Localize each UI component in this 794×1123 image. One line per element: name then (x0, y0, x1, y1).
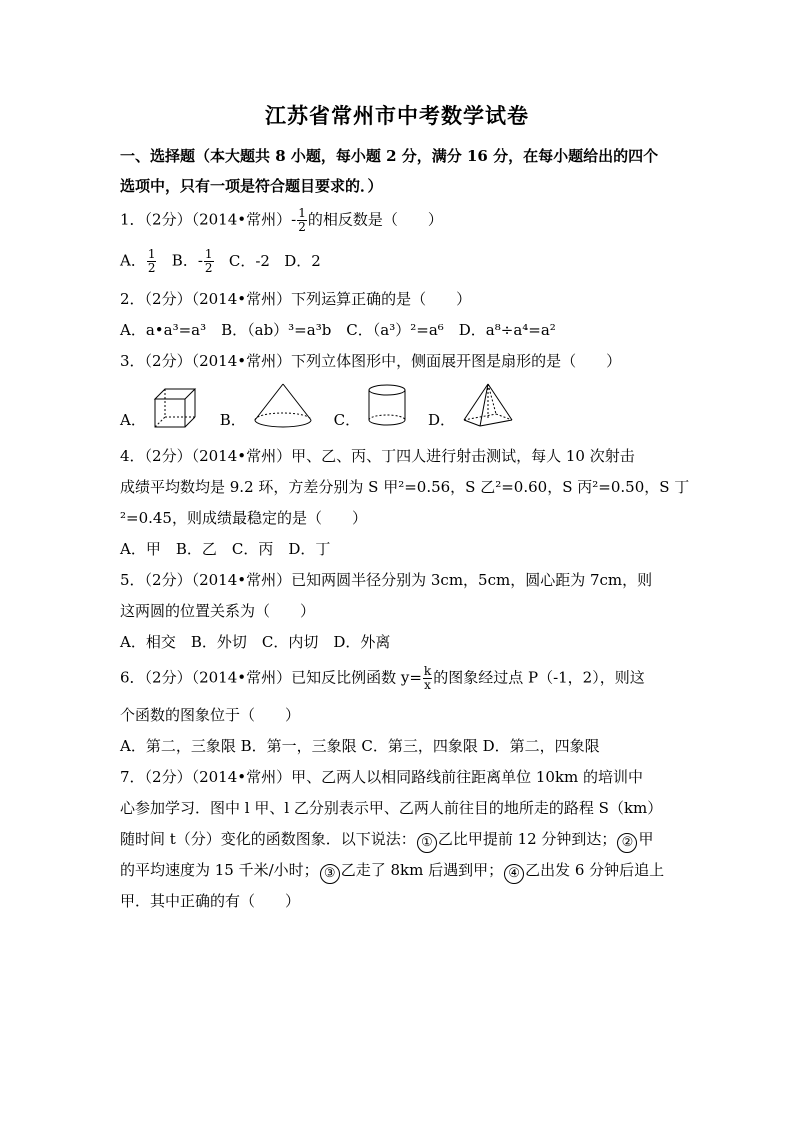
question-7-line4: 的平均速度为 15 千米/小时； ③ 乙走了 8km 后遇到甲； ④ 乙出发 6 分钟后追上 (120, 860, 664, 884)
question-2-stem: 2．（2分）（2014•常州）下列运算正确的是（ ） (120, 290, 472, 308)
circled-1: ① (417, 833, 437, 853)
option-a: A． $\frac{1}{2}$ (120, 247, 156, 275)
option-d: D．2 (284, 251, 321, 270)
cube-icon (151, 386, 201, 430)
question-5-line1: 5．（2分）（2014•常州）已知两圆半径分别为 3cm，5cm，圆心距为 7cm，则 (120, 571, 653, 589)
fraction-k-over-x: $\frac{k}{x}$ (423, 664, 432, 692)
question-5-line2: 这两圆的位置关系为（ ） (120, 602, 316, 620)
pyramid-icon (460, 382, 516, 430)
question-6-line2: 个函数的图象位于（ ） (120, 706, 301, 724)
question-5-options: A．相交 B．外切 C．内切 D．外离 (120, 633, 391, 651)
fraction-one-half: $\frac{1}{2}$ (298, 206, 306, 234)
question-6-line1: 6．（2分）（2014•常州）已知反比例函数 y= $\frac{k}{x}$ 的图象经过点 P（-1，2），则这 (120, 664, 645, 692)
question-3-stem: 3．（2分）（2014•常州）下列立体图形中，侧面展开图是扇形的是（ ） (120, 352, 622, 370)
question-7-line2: 心参加学习．图中 l 甲、l 乙分别表示甲、乙两人前往目的地所走的路程 S（km） (120, 799, 663, 817)
question-2-options: A．a•a³=a³ B．（ab）³=a³b C．（a³）²=a⁶ D．a⁸÷a⁴=a² (120, 321, 556, 339)
circled-4: ④ (504, 864, 524, 884)
question-4-options: A．甲 B．乙 C．丙 D．丁 (120, 540, 331, 558)
question-7-line5: 甲．其中正确的有（ ） (120, 892, 301, 910)
section-heading-line2: 选项中，只有一项是符合题目要求的．） (120, 177, 383, 195)
question-4-line2: 成绩平均数均是 9.2 环，方差分别为 S 甲²=0.56，S 乙²=0.60，S 丙²=0.50，S 丁 (120, 478, 690, 496)
question-1-stem: 1．（2分）（2014•常州）- $\frac{1}{2}$ 的相反数是（ ） (120, 206, 443, 234)
cone-icon (251, 382, 315, 430)
page-title: 江苏省常州市中考数学试卷 (265, 103, 529, 128)
question-4-line3: ²=0.45，则成绩最稳定的是（ ） (120, 509, 367, 527)
option-c: C．-2 (228, 251, 270, 270)
question-6-options: A．第二，三象限 B．第一，三象限 C．第三，四象限 D．第二，四象限 (120, 737, 600, 755)
question-7-line3: 随时间 t（分）变化的函数图象．以下说法： ① 乙比甲提前 12 分钟到达； ② 甲 (120, 829, 653, 853)
cylinder-icon (365, 382, 409, 430)
circled-2: ② (617, 833, 637, 853)
question-4-line1: 4．（2分）（2014•常州）甲、乙、丙、丁四人进行射击测试，每人 10 次射击 (120, 447, 635, 465)
question-7-line1: 7．（2分）（2014•常州）甲、乙两人以相同路线前往距离单位 10km 的培训中 (120, 768, 644, 786)
circled-3: ③ (320, 864, 340, 884)
option-b: B．- $\frac{1}{2}$ (171, 247, 213, 275)
question-3-options: A． B． C． D． (120, 382, 516, 432)
section-heading-line1: 一、选择题（本大题共 8 小题，每小题 2 分，满分 16 分，在每小题给出的四个 (120, 147, 659, 165)
question-1-options (120, 248, 321, 275)
